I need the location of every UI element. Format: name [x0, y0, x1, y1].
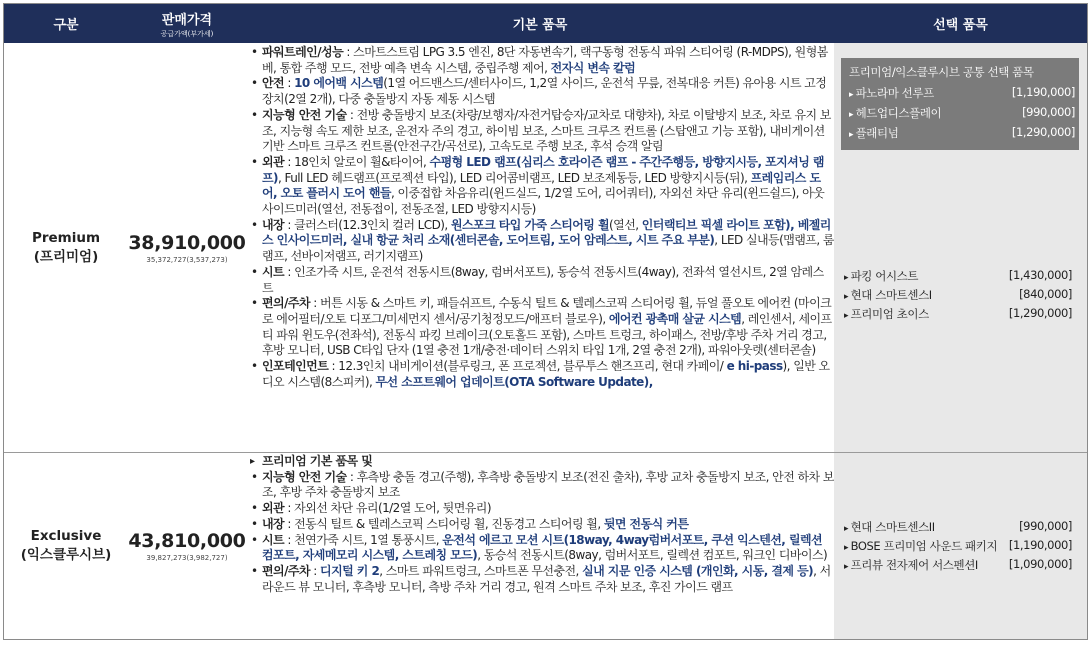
premium-option-1 [844, 268, 1072, 284]
exclusive-basic-list [246, 454, 834, 639]
item-text: : [310, 563, 321, 578]
item-highlight: 10 에어백 시스템 [294, 76, 384, 91]
option-name: ▸ 현대 스마트센스II [844, 519, 935, 535]
premium-option-3 [844, 306, 1072, 322]
premium-basic-item [246, 45, 834, 76]
header-price-sub: 공급가액(부가세) [160, 29, 214, 38]
item-highlight: 뒷면 전동식 커튼 [603, 516, 689, 531]
item-text: : 전방 충돌방지 보조(차량/보행자/자전거탑승자/교차로 대향차), 차로 이탈방지 보조, 차로 유지 보조, 지능형 속도 제한 보조, 운전자 주의 경고, 하이빔 보조, 스마트 크루즈 컨트롤 (스탑앤고 기능 포함), 내비게이션 기반 스마트 크루즈 컨트롤(안전구간/곡선로), 고속도로 주행 보조, 후석 승객 알림 [262, 107, 831, 154]
item-text: : [284, 76, 295, 91]
item-category: 지능형 안전 기술 [262, 469, 347, 484]
item-highlight: 전자식 변속 칼럼 [550, 60, 636, 75]
item-category: 시트 [262, 264, 285, 279]
item-highlight: 실내 지문 인증 시스템 (개인화, 시동, 결제 등) [582, 563, 814, 578]
premium-grade-kr: (프리미엄) [33, 248, 99, 265]
item-highlight: 수평형 LED 램프(심리스 호라이즌 램프 - 주간주행등, 방향지시등, 포지셔닝 램프) [262, 154, 824, 185]
exclusive-grade: Exclusive [30, 528, 102, 544]
item-text: : 천연가죽 시트, 1열 통풍시트, [284, 532, 443, 547]
item-category: 안전 [262, 76, 285, 91]
option-name: ▸ BOSE 프리미엄 사운드 패키지 [844, 538, 997, 554]
option-price: [1,190,000] [1008, 538, 1072, 552]
item-category: 지능형 안전 기술 [262, 107, 347, 122]
premium-grade: Premium [31, 229, 101, 246]
item-text: : 전동식 틸트 & 텔레스코픽 스티어링 휠, 진동경고 스티어링 휠, [284, 516, 604, 531]
item-text: , Full LED 헤드램프(프로젝션 타입), LED 리어콤비램프, LED 보조제동등, LED 방향지시등(뒤), [277, 170, 751, 185]
common-options-title: 프리미엄/익스클루시브 공통 선택 품목 [849, 65, 1034, 79]
item-highlight: 프레임리스 도어, 오토 플러시 도어 핸들 [262, 170, 821, 201]
option-name: ▸ 플래티넘 [849, 125, 898, 141]
exclusive-option-3 [844, 557, 1072, 573]
common-option-2 [849, 105, 1075, 121]
option-name: ▸ 현대 스마트센스I [844, 287, 932, 303]
item-category: 내장 [262, 516, 285, 531]
item-text: : 자외선 차단 유리(1/2열 도어, 뒷면유리) [284, 501, 491, 516]
header-grade [4, 4, 128, 43]
premium-option-2 [844, 287, 1072, 303]
item-text: , LED 실내등(맵램프, 룸램프, 선바이저램프, 러기지램프) [262, 233, 834, 264]
item-category: 편의/주차 [262, 296, 311, 311]
item-text: ), 일반 오디오 시스템(8스피커), [262, 359, 830, 389]
item-category: 외관 [262, 501, 285, 516]
item-text: : 스마트스트림 LPG 3.5 엔진, 8단 자동변속기, 랙구동형 전동식 파워 스티어링 (R-MDPS), 원형봄베, 통합 주행 모드, 전방 예측 변속 시스템, 중립주행 제어, [262, 45, 828, 75]
header-price-label: 판매가격 [161, 12, 213, 28]
item-category: 외관 [262, 154, 285, 169]
item-highlight: e hi-pass [726, 359, 783, 374]
premium-basic-item [246, 359, 834, 390]
item-category: 시트 [262, 532, 285, 547]
premium-basic-item [246, 108, 834, 155]
item-text: (1열 어드밴스드/센터사이드, 1,2열 사이드, 운전석 무릎, 전복대응 커튼) 유아용 시트 고정장치(2열 2개), 다중 충돌방지 자동 제동 시스템 [262, 76, 827, 107]
item-text: : 인조가죽 시트, 운전석 전동시트(8way, 럼버서포트), 동승석 전동시트(4way), 전좌석 열선시트, 2열 암레스트 [262, 264, 824, 295]
option-name: ▸ 프리뷰 전자제어 서스펜션I [844, 557, 978, 573]
item-highlight: 원스포크 타입 가죽 스티어링 휠 [450, 217, 610, 232]
premium-price-cell [128, 43, 246, 452]
premium-basic-item [246, 218, 834, 265]
item-text: : 18인치 알로이 휠&타이어, [284, 154, 430, 169]
exclusive-basic-items [246, 470, 834, 596]
exclusive-basic-head: ▸ 프리미엄 기본 품목 및 [246, 454, 834, 470]
item-text: : 후측방 충돌 경고(주행), 후측방 충돌방지 보조(전진 출차), 후방 교차 충돌방지 보조, 안전 하차 보조, 후방 주차 충돌방지 보조 [262, 469, 834, 500]
header-basic-label: 기본 품목 [512, 18, 568, 33]
item-highlight: 무선 소프트웨어 업데이트(OTA Software Update), [375, 374, 653, 389]
premium-basic-item [246, 296, 834, 359]
exclusive-grade-cell [4, 453, 128, 639]
header-basic [246, 4, 834, 43]
item-text: (열선, [609, 217, 642, 232]
header-options-label: 선택 품목 [933, 18, 988, 33]
exclusive-option-2 [844, 538, 1072, 554]
item-highlight: 에어컨 광촉매 살균 시스템 [608, 311, 742, 326]
option-name: ▸ 파킹 어시스트 [844, 268, 918, 284]
option-name: ▸ 파노라마 선루프 [849, 85, 934, 101]
common-option-3 [849, 125, 1075, 141]
item-text: , 레인센서, 세이프티 파워 윈도우(전좌석), 전동식 파킹 브레이크(오토홀드 포함), 스마트 트렁크, 하이패스, 전방/후방 주차 거리 경고, 후방 모니터, USB C타입 단자 (1열 충전 1개/충전·데이터 스위치 타입 1개, 2열 충전 2개), 파워아웃렛(센터콘솔) [262, 311, 832, 358]
common-options-box [841, 58, 1079, 150]
option-price: [840,000] [1019, 287, 1072, 301]
option-name: ▸ 프리미엄 초이스 [844, 306, 929, 322]
premium-basic-item [246, 155, 834, 218]
option-price: [1,190,000] [1011, 85, 1075, 99]
option-name: ▸ 헤드업디스플레이 [849, 105, 941, 121]
premium-options-cell [834, 43, 1087, 452]
exclusive-basic-item [246, 517, 834, 533]
header-grade-label: 구분 [53, 18, 79, 33]
exclusive-options-cell [834, 453, 1087, 639]
exclusive-basic-item [246, 470, 834, 501]
exclusive-row [4, 453, 1087, 639]
option-price: [990,000] [1022, 105, 1075, 119]
premium-basic-item [246, 265, 834, 296]
item-category: 파워트레인/성능 [262, 45, 344, 59]
header-price [128, 4, 246, 43]
item-text: , 동승석 전동시트(8way, 럼버서포트, 릴렉션 컴포트, 워크인 디바이스) [477, 548, 828, 563]
exclusive-price: 43,810,000 [128, 530, 246, 552]
premium-basic-list [246, 45, 834, 452]
item-text: , 이중접합 차음유리(윈드실드, 1/2열 도어, 리어쿼터), 자외선 차단 유리(윈드쉴드), 아웃사이드미러(열선, 전동접이, 전동조절, LED 방향지시등) [262, 186, 825, 217]
exclusive-price-cell [128, 453, 246, 639]
item-category: 내장 [262, 217, 285, 232]
item-highlight: 인터랙티브 픽셀 라이트 포함), 베젤리스 인사이드미러, 실내 항균 처리 소재(센터콘솔, 도어트림, 도어 암레스트, 시트 주요 부분) [262, 217, 831, 248]
premium-price: 38,910,000 [128, 231, 246, 254]
item-category: 인포테인먼트 [262, 359, 329, 374]
price-table [3, 3, 1088, 640]
exclusive-option-1 [844, 519, 1072, 535]
item-text: : 12.3인치 내비게이션(블루링크, 폰 프로젝션, 블루투스 핸즈프리, 현대 카페이/ [328, 359, 727, 374]
table-header [4, 4, 1087, 43]
option-price: [990,000] [1019, 519, 1072, 533]
exclusive-price-sub: 39,827,273(3,982,727) [146, 554, 228, 562]
item-highlight: 운전석 에르고 모션 시트(18way, 4way럼버서포트, 쿠션 익스텐션, 릴렉션 컴포트, 자세메모리 시스템, 스트레칭 모드) [262, 532, 823, 563]
item-highlight: 디지털 키 2 [320, 563, 380, 578]
item-text: : 클러스터(12.3인치 컬러 LCD), [284, 217, 451, 232]
premium-basic-item [246, 76, 834, 107]
premium-grade-cell [4, 43, 128, 452]
item-category: 편의/주차 [262, 563, 311, 578]
header-options [834, 4, 1087, 43]
item-text: : 버튼 시동 & 스마트 키, 패들쉬프트, 수동식 틸트 & 텔레스코픽 스티어링 휠, 듀얼 풀오토 에어컨 (마이크로 에어필터/오토 디포그/미세먼지 센서/공기청정모드/애프터 블로우), [262, 296, 832, 326]
common-option-1 [849, 85, 1075, 101]
exclusive-basic-item [246, 501, 834, 517]
exclusive-grade-kr: (익스클루시브) [20, 547, 112, 563]
item-text: , 스마트 파워트렁크, 스마트폰 무선충전, [379, 563, 583, 578]
premium-row [4, 43, 1087, 452]
item-text: , 서라운드 뷰 모니터, 후측방 모니터, 측방 주차 거리 경고, 원격 스마트 주차 보조, 후진 가이드 램프 [262, 563, 831, 594]
option-price: [1,290,000] [1011, 125, 1075, 139]
option-price: [1,430,000] [1008, 268, 1072, 282]
premium-price-sub: 35,372,727(3,537,273) [146, 255, 228, 264]
exclusive-basic-item [246, 564, 834, 595]
option-price: [1,090,000] [1008, 557, 1072, 571]
exclusive-basic-item [246, 533, 834, 564]
option-price: [1,290,000] [1008, 306, 1072, 320]
